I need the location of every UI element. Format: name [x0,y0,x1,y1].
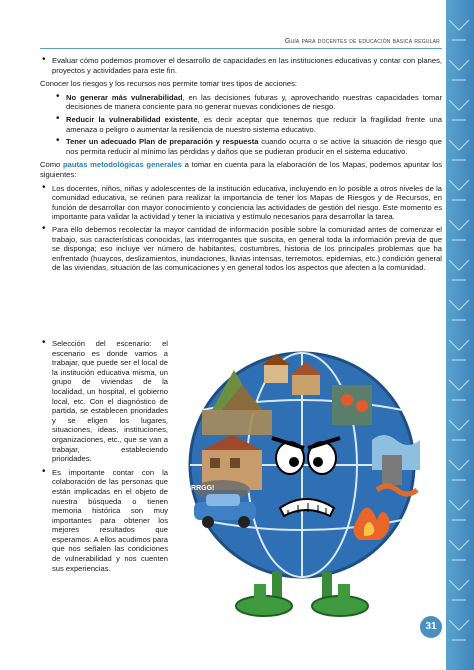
action-title: Tener un adecuado Plan de preparación y respuesta [66,137,259,147]
action-item [40,137,442,156]
action-text: cuando ocurra o se active la situación de riesgo que nos permita reducir al mínimo las pérdidas y daños que se pudieran producir en el sistema educativo. [66,137,442,156]
running-header: Guía para docentes de educación básica regular [284,38,440,45]
exclamation-bubble: ARRGG! [186,485,215,492]
lower-item-escenario: • Selección del escenario: el escenario es donde vamos a trabajar, que puede ser el local de la institución educativa misma, un grupo de viviendas de la localidad, un hospital, el gobierno local, etc. Con el diagnóstico de partida, se establecen prioridades y se eligen los lugares, situaciones, ideas, instituciones, organizaciones, etc., que se van a trabajar, estableciendo prioridades. [40,339,168,464]
lower-left-column [40,339,168,577]
action-title: No generar más vulnerabilidad [66,92,183,102]
pautas-highlight: pautas metodológicas generales [62,160,182,170]
action-item [40,93,442,112]
globe-feet [236,572,368,616]
pautas-paragraph: Como pautas metodológicas generales a tomar en cuenta para la elaboración de los Mapas, podemos apuntar los siguientes: [40,160,442,179]
vignette-rescue [332,385,372,425]
actions-intro: Conocer los riesgos y los recursos nos permite tomar tres tipos de acciones: [40,79,298,89]
decorative-side-band [446,0,474,670]
lower-list [40,339,168,573]
action-title: Reducir la vulnerabilidad existente [66,114,198,124]
actions-list [40,93,442,157]
pautas-item: • Los docentes, niños, niñas y adolescentes de la institución educativa, incluyendo en lo posible a otros niveles de la comunidad educativa, se reúnen para realizar la importancia de tener los Mapas de Riesgos y de Recursos, en función de desarrollar con mayor conocimiento y conciencia las actividades de gestión del riesgo. Este momento es importante para validar la actividad y tener la iniciativa y estímulo necesarios para desarrollar la tarea. [40,184,442,222]
lower-item-colaboracion: • Es importante contar con la colaboración de las personas que están implicadas en el objeto de nuestra búsqueda o tienen memoria histórica son muy importantes para obtener los mejores resultados que esperamos. A ellos acudimos para que nos señalen las condiciones de vulnerabilidad y nos cuenten sus experiencias. [40,468,168,574]
action-item [40,115,442,134]
main-content [40,56,442,277]
action-text: , es decir aceptar que tenemos que reducir la fragilidad frente una amenaza o peligro o aumentar la resiliencia de nuestro sistema educativo. [66,114,442,134]
page-number: 31 [420,616,442,638]
header-rule [40,48,442,49]
pautas-item: • Para ello debemos recolectar la mayor cantidad de información posible sobre la comunidad antes de comenzar el trabajo, sus características conocidas, las interrogantes que suscita, en general toda la información previa de que se disponga; eso incluye ver número de habitantes, costumbres, historia de los principales problemas que ha enfrentado (huaycos, deslizamientos, inundaciones, lluvias intensas, terremotos, epidemias, etc.) condición general de las viviendas, situación de las comunicaciones y en general todos los aspectos que afecten a la comunidad. [40,225,442,273]
intro-bullet: • Evaluar cómo podemos promover el desarrollo de capacidades en las instituciones educativas y contar con planes, proyectos y actividades para este fin. [40,56,442,75]
globe-illustration [172,340,432,640]
action-text: , en las decisiones futuras y, aprovechando nuestras capacidades tomar decisiones de manera conciente para no generar nuevas condiciones de riesgo. [66,92,442,112]
intro-list [40,56,442,75]
pautas-list [40,184,442,273]
